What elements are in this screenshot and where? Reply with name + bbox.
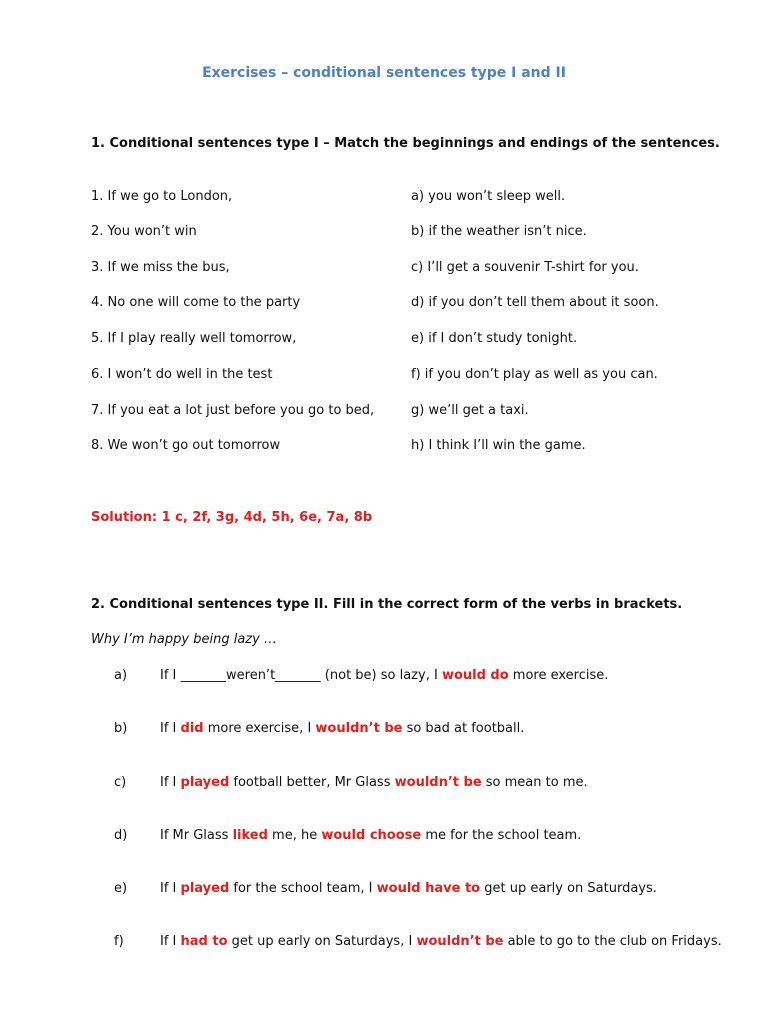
beginning-7: 7. If you eat a lot just before you go to bed,: [91, 403, 375, 418]
exercise-item: [114, 720, 524, 738]
sentence-text: If I: [160, 775, 181, 790]
sentence-text: so bad at football.: [402, 721, 525, 736]
solution-text: Solution: 1 c, 2f, 3g, 4d, 5h, 6e, 7a, 8b: [91, 510, 373, 525]
answer-text: played: [180, 775, 230, 790]
sentence-text: get up early on Saturdays.: [480, 881, 657, 896]
sentence-text: football better, Mr Glass: [229, 775, 395, 790]
answer-text: would choose: [321, 828, 422, 843]
answer-text: would do: [441, 668, 509, 683]
answer-text: would have to: [376, 881, 481, 896]
sentence-text: If I: [160, 721, 181, 736]
sentence-text: If I: [160, 881, 181, 896]
beginning-8: 8. We won’t go out tomorrow: [91, 438, 281, 453]
answer-text: liked: [232, 828, 268, 843]
sentence-text: If Mr Glass: [160, 828, 233, 843]
item-letter: f): [114, 934, 124, 949]
beginning-3: 3. If we miss the bus,: [91, 260, 230, 275]
ending-h: h) I think I’ll win the game.: [411, 438, 586, 453]
sentence-text: more exercise.: [508, 668, 609, 683]
item-letter: d): [114, 828, 128, 843]
ending-g: g) we’ll get a taxi.: [411, 403, 529, 418]
ending-b: b) if the weather isn’t nice.: [411, 224, 587, 239]
sentence-text: for the school team, I: [229, 881, 377, 896]
sentence-text: me, he: [267, 828, 322, 843]
answer-text: had to: [180, 934, 228, 949]
section1-heading: 1. Conditional sentences type I – Match the beginnings and endings of the sentences.: [91, 136, 720, 151]
ending-d: d) if you don’t tell them about it soon.: [411, 295, 659, 310]
exercise-item: [114, 933, 722, 951]
sentence-text: If I _______weren’t_______ (not be) so lazy, I: [160, 668, 442, 683]
ending-e: e) if I don’t study tonight.: [411, 331, 578, 346]
answer-text: did: [180, 721, 204, 736]
ending-a: a) you won’t sleep well.: [411, 189, 566, 204]
section2-subtitle: Why I’m happy being lazy …: [91, 632, 277, 647]
sentence-text: get up early on Saturdays, I: [227, 934, 417, 949]
sentence-text: more exercise, I: [203, 721, 316, 736]
sentence-text: so mean to me.: [481, 775, 588, 790]
item-letter: c): [114, 775, 127, 790]
answer-text: wouldn’t be: [394, 775, 482, 790]
beginning-5: 5. If I play really well tomorrow,: [91, 331, 297, 346]
section2-heading: 2. Conditional sentences type II. Fill in the correct form of the verbs in brackets.: [91, 597, 683, 612]
exercise-item: [114, 774, 588, 792]
exercise-item: [114, 827, 581, 845]
beginning-1: 1. If we go to London,: [91, 189, 233, 204]
item-letter: a): [114, 668, 128, 683]
sentence-text: If I: [160, 934, 181, 949]
beginning-6: 6. I won’t do well in the test: [91, 367, 273, 382]
answer-text: wouldn’t be: [315, 721, 403, 736]
exercise-item: [114, 880, 657, 898]
item-letter: b): [114, 721, 128, 736]
answer-text: wouldn’t be: [416, 934, 504, 949]
sentence-text: me for the school team.: [421, 828, 582, 843]
beginning-2: 2. You won’t win: [91, 224, 197, 239]
ending-c: c) I’ll get a souvenir T-shirt for you.: [411, 260, 639, 275]
answer-text: played: [180, 881, 230, 896]
ending-f: f) if you don’t play as well as you can.: [411, 367, 658, 382]
page-title: Exercises – conditional sentences type I and II: [202, 65, 566, 81]
beginning-4: 4. No one will come to the party: [91, 295, 301, 310]
sentence-text: able to go to the club on Fridays.: [503, 934, 722, 949]
exercise-item: [114, 667, 608, 685]
item-letter: e): [114, 881, 128, 896]
